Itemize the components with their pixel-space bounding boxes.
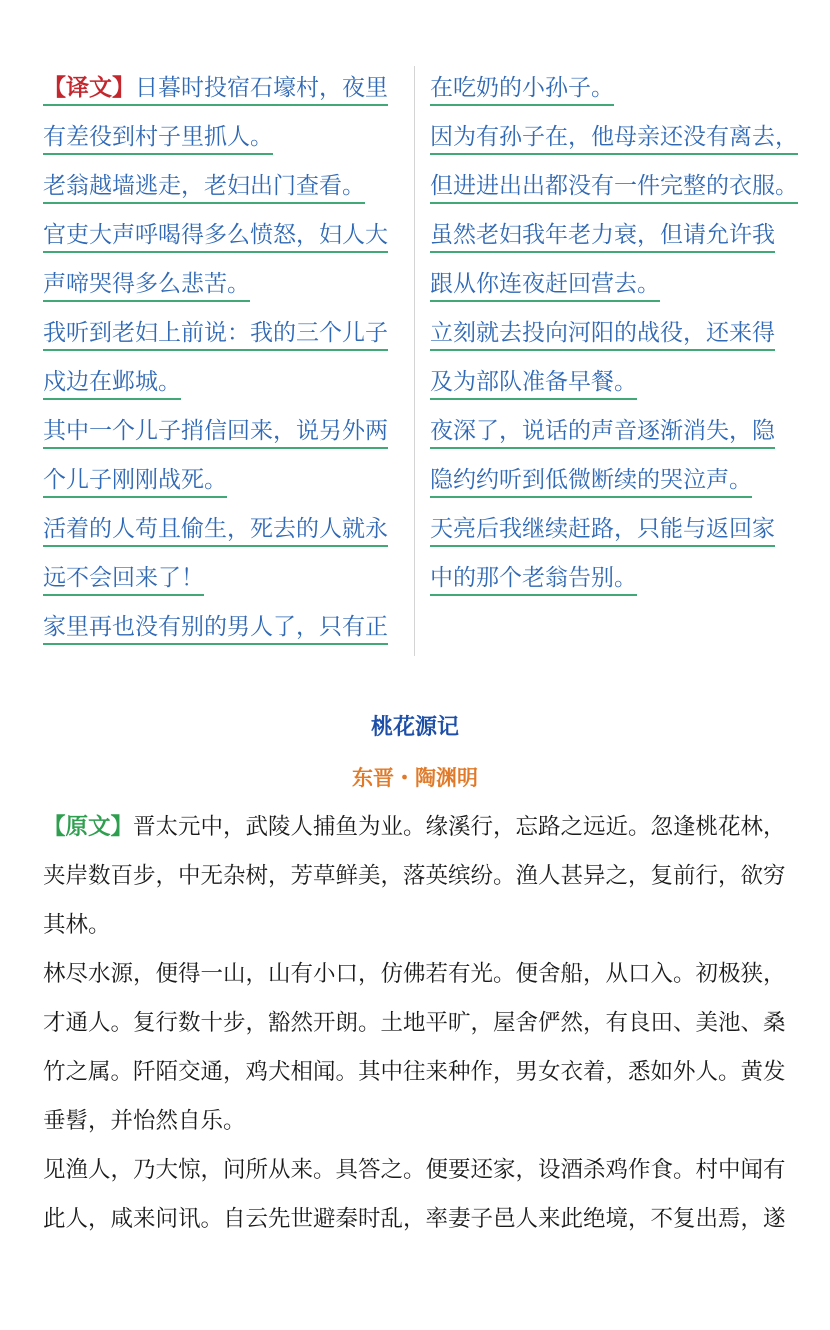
translation-line: 官吏大声呼喝得多么愤怒，妇人大: [43, 211, 403, 260]
poem-title: 桃花源记: [370, 715, 459, 740]
translation-line: 隐约约听到低微断续的哭泣声。: [430, 456, 790, 505]
translation-left-column: [43, 64, 403, 652]
translation-line: 我听到老妇上前说：我的三个儿子: [43, 309, 403, 358]
translation-line: 及为部队准备早餐。: [430, 358, 790, 407]
original-line: 【原文】晋太元中，武陵人捕鱼为业。缘溪行，忘路之远近。忽逢桃花林，: [43, 814, 786, 840]
translation-line: 声啼哭得多么悲苦。: [43, 260, 403, 309]
translation-line: 有差役到村子里抓人。: [43, 113, 403, 162]
translation-line: 立刻就去投向河阳的战役，还来得: [430, 309, 790, 358]
translation-line: 活着的人苟且偷生，死去的人就永: [43, 505, 403, 554]
original-line: 夹岸数百步，中无杂树，芳草鲜美，落英缤纷。渔人甚异之，复前行，欲穷: [43, 863, 786, 889]
translation-line: 中的那个老翁告别。: [430, 554, 790, 603]
translation-line: 在吃奶的小孙子。: [430, 64, 790, 113]
poem-author: 东晋・陶渊明: [352, 766, 478, 790]
translation-line: 跟从你连夜赶回营去。: [430, 260, 790, 309]
column-divider: [414, 66, 415, 656]
translation-line: 老翁越墙逃走，老妇出门查看。: [43, 162, 403, 211]
translation-line: 夜深了，说话的声音逐渐消失，隐: [430, 407, 790, 456]
original-line: 林尽水源，便得一山，山有小口，仿佛若有光。便舍船，从口入。初极狭，: [43, 961, 786, 987]
translation-line: 个儿子刚刚战死。: [43, 456, 403, 505]
translation-line: 其中一个儿子捎信回来，说另外两: [43, 407, 403, 456]
translation-line: 【译文】日暮时投宿石壕村，夜里: [43, 64, 403, 113]
translation-line: 远不会回来了！: [43, 554, 403, 603]
translation-line: 但进进出出都没有一件完整的衣服。: [430, 162, 790, 211]
original-line: 见渔人，乃大惊，问所从来。具答之。便要还家，设酒杀鸡作食。村中闻有: [43, 1157, 786, 1183]
translation-line: 虽然老妇我年老力衰，但请允许我: [430, 211, 790, 260]
original-text-section: [43, 803, 803, 1244]
original-line: 垂髫，并怡然自乐。: [43, 1108, 246, 1134]
original-line: 才通人。复行数十步，豁然开朗。土地平旷，屋舍俨然，有良田、美池、桑: [43, 1010, 786, 1036]
translation-tag: 【译文】: [43, 75, 135, 101]
original-line: 此人，咸来问讯。自云先世避秦时乱，率妻子邑人来此绝境，不复出焉，遂: [43, 1206, 786, 1232]
original-tag: 【原文】: [43, 814, 134, 840]
translation-right-column: [430, 64, 798, 603]
translation-section: [0, 64, 830, 664]
translation-line: 戍边在邺城。: [43, 358, 403, 407]
translation-line: 天亮后我继续赶路，只能与返回家: [430, 505, 790, 554]
translation-line: 家里再也没有别的男人了，只有正: [43, 603, 403, 652]
translation-line: 因为有孙子在，他母亲还没有离去，: [430, 113, 790, 162]
original-line: 竹之属。阡陌交通，鸡犬相闻。其中往来种作，男女衣着，悉如外人。黄发: [43, 1059, 786, 1085]
original-line: 其林。: [43, 912, 111, 938]
